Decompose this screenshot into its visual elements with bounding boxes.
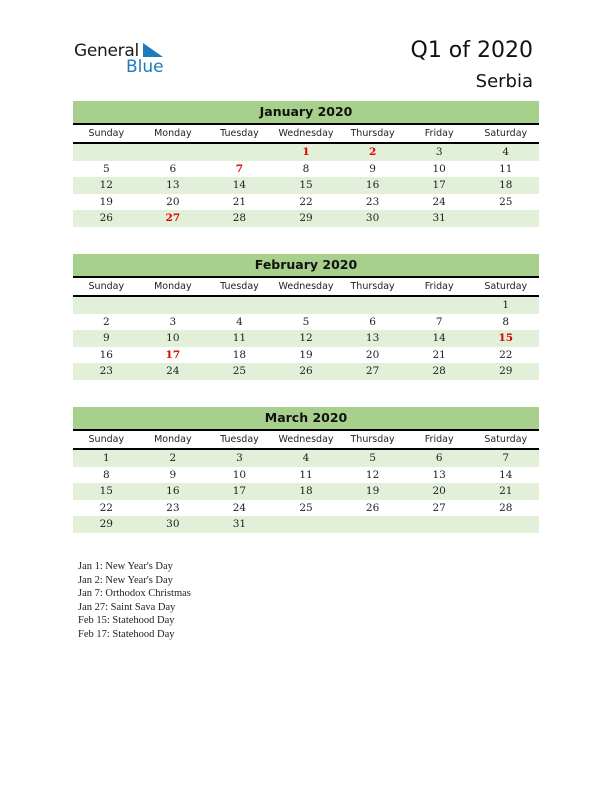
- week-row: [73, 314, 539, 331]
- date-cell: 12: [365, 468, 380, 481]
- date-cell: 6: [435, 452, 443, 464]
- date-cell: 8: [502, 315, 510, 328]
- date-cell: 27: [365, 365, 380, 377]
- weekday-label: Saturday: [484, 281, 528, 292]
- date-cell: 23: [99, 365, 113, 377]
- date-cell: [73, 144, 140, 161]
- weekday-label: Sunday: [88, 281, 125, 292]
- date-cell: 21: [432, 348, 446, 361]
- logo-triangle-icon: [143, 43, 163, 57]
- date-cell: 21: [499, 485, 513, 497]
- date-cell: 19: [99, 195, 113, 208]
- week-row: [73, 297, 539, 314]
- date-cell: 25: [299, 501, 313, 514]
- date-cell: 13: [166, 179, 180, 191]
- holiday-date-cell: 2: [368, 146, 377, 158]
- date-cell: 6: [169, 162, 177, 175]
- date-cell: 10: [166, 332, 180, 344]
- date-cell: 31: [432, 212, 446, 224]
- date-cell: 18: [499, 179, 513, 191]
- date-cell: 4: [502, 146, 510, 158]
- month-title: January 2020: [73, 101, 539, 125]
- date-cell: 2: [102, 315, 110, 328]
- date-cell: [73, 297, 140, 314]
- date-cell: 4: [236, 315, 243, 328]
- date-cell: 30: [166, 518, 180, 530]
- date-cell: 6: [369, 315, 376, 328]
- holiday-note: Jan 2: New Year's Day: [78, 574, 173, 586]
- week-row: [73, 450, 539, 467]
- date-cell: 30: [365, 212, 380, 224]
- date-cell: 18: [299, 485, 313, 497]
- date-cell: 27: [432, 501, 446, 514]
- date-cell: 16: [365, 179, 380, 191]
- date-cell: 14: [499, 468, 513, 481]
- date-cell: 18: [232, 348, 247, 361]
- date-cell: 8: [302, 162, 310, 175]
- week-row: [73, 516, 539, 533]
- date-cell: 31: [232, 518, 247, 530]
- date-cell: 16: [99, 348, 113, 361]
- date-cell: 13: [432, 468, 446, 481]
- week-row: [73, 194, 539, 211]
- date-cell: 23: [166, 501, 180, 514]
- week-row: [73, 483, 539, 500]
- date-cell: 11: [232, 332, 247, 344]
- weekday-label: Wednesday: [278, 434, 334, 445]
- date-cell: 1: [502, 299, 510, 311]
- date-cell: 5: [302, 315, 310, 328]
- date-cell: 14: [432, 332, 446, 344]
- date-cell: 29: [499, 365, 513, 377]
- date-cell: [206, 144, 273, 161]
- weekday-label: Thursday: [350, 128, 395, 139]
- date-cell: 10: [432, 162, 446, 175]
- holiday-date-cell: 1: [302, 146, 310, 158]
- weekday-label: Monday: [154, 434, 192, 445]
- date-cell: 21: [232, 195, 247, 208]
- month-calendar-0: [73, 101, 539, 227]
- date-cell: 4: [302, 452, 310, 464]
- date-cell: 1: [102, 452, 110, 464]
- date-cell: 23: [365, 195, 380, 208]
- date-cell: 7: [435, 315, 443, 328]
- date-cell: 3: [435, 146, 443, 158]
- date-cell: 25: [499, 195, 513, 208]
- date-cell: 25: [232, 365, 247, 377]
- date-cell: [472, 210, 539, 227]
- holiday-date-cell: 15: [498, 332, 514, 344]
- date-cell: [140, 297, 207, 314]
- date-cell: 22: [99, 501, 113, 514]
- date-cell: 19: [299, 348, 313, 361]
- week-row: [73, 467, 539, 484]
- weekday-label: Thursday: [350, 281, 395, 292]
- date-cell: 29: [299, 212, 313, 224]
- holiday-note: Jan 1: New Year's Day: [78, 561, 173, 572]
- holiday-date-cell: 7: [235, 162, 244, 175]
- date-cell: [406, 516, 473, 533]
- date-cell: 29: [99, 518, 113, 530]
- holiday-notes: [78, 560, 191, 641]
- date-cell: 8: [102, 468, 110, 481]
- date-cell: 11: [499, 162, 513, 175]
- month-title: February 2020: [73, 254, 539, 278]
- date-cell: 28: [499, 501, 513, 514]
- date-cell: 15: [299, 179, 313, 191]
- date-cell: 7: [502, 452, 510, 464]
- weekday-header-row: [73, 125, 539, 144]
- generalblue-logo: [74, 41, 174, 81]
- date-cell: 14: [232, 179, 247, 191]
- date-cell: 28: [432, 365, 446, 377]
- date-cell: 15: [99, 485, 113, 497]
- date-cell: [273, 297, 340, 314]
- holiday-date-cell: 17: [165, 348, 181, 361]
- date-cell: 9: [102, 332, 110, 344]
- weekday-label: Thursday: [350, 434, 395, 445]
- date-cell: 2: [169, 452, 177, 464]
- date-cell: 16: [166, 485, 180, 497]
- date-cell: 3: [169, 315, 177, 328]
- date-cell: 5: [369, 452, 376, 464]
- date-cell: [339, 516, 406, 533]
- holiday-note: Feb 17: Statehood Day: [78, 628, 175, 640]
- date-cell: 22: [499, 348, 513, 361]
- date-cell: 9: [169, 468, 177, 481]
- date-cell: 13: [365, 332, 380, 344]
- date-cell: 5: [102, 162, 110, 175]
- week-row: [73, 161, 539, 178]
- week-row: [73, 210, 539, 227]
- date-cell: [406, 297, 473, 314]
- date-cell: 9: [369, 162, 376, 175]
- weekday-label: Tuesday: [220, 281, 259, 292]
- date-cell: 28: [232, 212, 247, 224]
- date-cell: 12: [99, 179, 113, 191]
- holiday-note: Feb 15: Statehood Day: [78, 615, 175, 626]
- date-cell: 24: [232, 501, 247, 514]
- date-cell: 26: [365, 501, 380, 514]
- date-cell: 10: [232, 468, 247, 481]
- date-cell: 17: [432, 179, 446, 191]
- weekday-label: Tuesday: [220, 434, 259, 445]
- month-title: March 2020: [73, 407, 539, 431]
- date-cell: 17: [232, 485, 247, 497]
- weekday-header-row: [73, 278, 539, 297]
- logo-text-blue: Blue: [126, 57, 164, 77]
- date-cell: 26: [299, 365, 313, 377]
- weekday-label: Saturday: [484, 128, 528, 139]
- weekday-label: Friday: [424, 281, 454, 292]
- weekday-label: Monday: [154, 128, 192, 139]
- weekday-label: Wednesday: [278, 281, 334, 292]
- date-cell: [273, 516, 340, 533]
- date-cell: 22: [299, 195, 313, 208]
- week-row: [73, 500, 539, 517]
- country-subtitle: Serbia: [475, 71, 533, 92]
- month-calendar-2: [73, 407, 539, 533]
- week-row: [73, 177, 539, 194]
- week-row: [73, 330, 539, 347]
- weekday-label: Monday: [154, 281, 192, 292]
- date-cell: 24: [432, 195, 446, 208]
- date-cell: 19: [365, 485, 380, 497]
- date-cell: [339, 297, 406, 314]
- month-calendar-1: [73, 254, 539, 380]
- date-cell: 3: [236, 452, 243, 464]
- weekday-label: Tuesday: [220, 128, 259, 139]
- weekday-label: Saturday: [484, 434, 528, 445]
- weekday-label: Friday: [424, 434, 454, 445]
- date-cell: 12: [299, 332, 313, 344]
- date-cell: 24: [166, 365, 180, 377]
- weekday-label: Wednesday: [278, 128, 334, 139]
- week-row: [73, 144, 539, 161]
- date-cell: 26: [99, 212, 113, 224]
- logo-text-general: General: [74, 41, 139, 61]
- date-cell: [206, 297, 273, 314]
- date-cell: [140, 144, 207, 161]
- holiday-date-cell: 27: [165, 212, 181, 224]
- weekday-label: Sunday: [88, 434, 125, 445]
- date-cell: [472, 516, 539, 533]
- holiday-note: Jan 27: Saint Sava Day: [78, 601, 176, 613]
- weekday-header-row: [73, 431, 539, 450]
- date-cell: 11: [299, 468, 313, 481]
- holiday-note: Jan 7: Orthodox Christmas: [78, 588, 191, 599]
- weekday-label: Sunday: [88, 128, 125, 139]
- page-title: Q1 of 2020: [410, 38, 533, 63]
- weekday-label: Friday: [424, 128, 454, 139]
- date-cell: 20: [432, 485, 446, 497]
- date-cell: 20: [365, 348, 380, 361]
- week-row: [73, 347, 539, 364]
- week-row: [73, 363, 539, 380]
- date-cell: 20: [166, 195, 180, 208]
